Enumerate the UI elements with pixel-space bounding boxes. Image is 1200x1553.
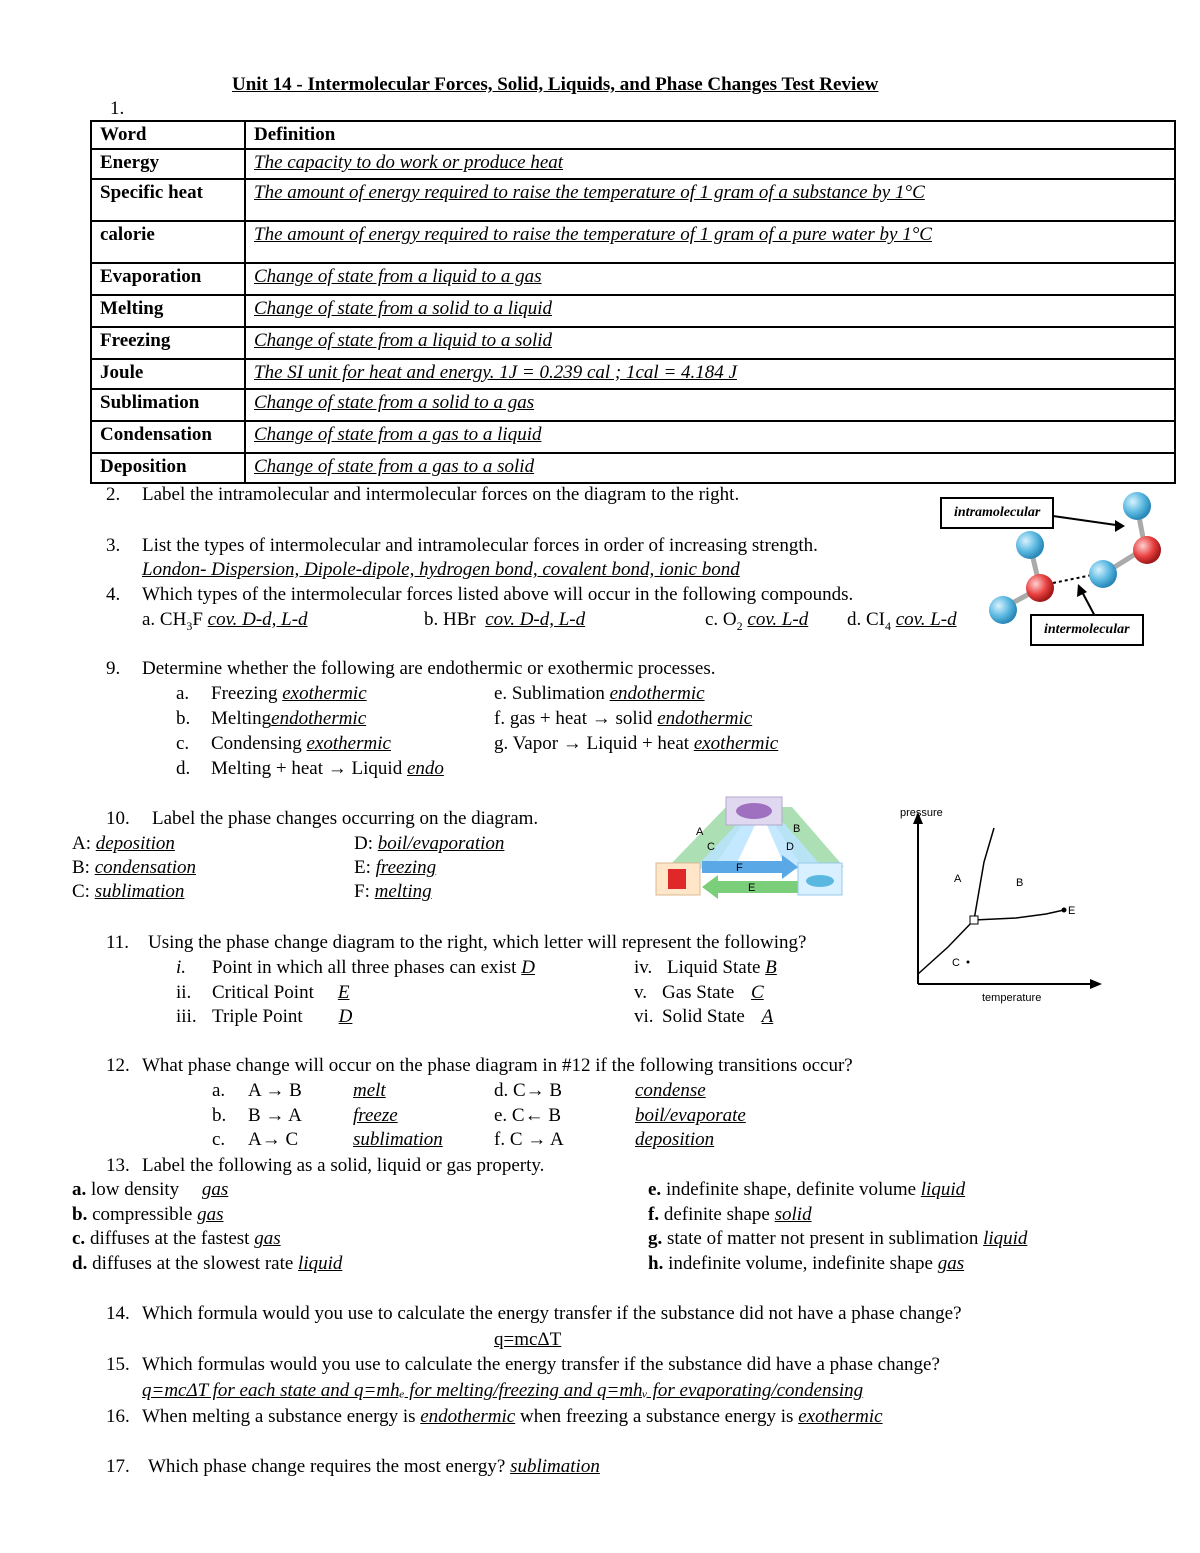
- q12-label-a: a.: [212, 1080, 226, 1101]
- q13-c-label: c.: [72, 1228, 86, 1249]
- q3-text: List the types of intermolecular and intramolecular forces in order of increasing strength.: [142, 535, 818, 556]
- q13-e-text: indefinite shape, definite volume: [661, 1179, 921, 1200]
- q11-iii-text: Triple Point: [212, 1006, 303, 1027]
- table-row: [91, 453, 1175, 483]
- x-axis-arrow-icon: [1090, 979, 1102, 989]
- q10-item-d: [354, 833, 504, 856]
- q13-h-answer: gas: [937, 1253, 965, 1274]
- q10-f-answer: melting: [374, 881, 432, 902]
- gas-icon: [736, 803, 772, 819]
- vocab-word: Melting: [91, 295, 245, 327]
- q11-vi-text: Solid State: [662, 1006, 750, 1027]
- q14-answer: q=mcΔT: [494, 1329, 562, 1350]
- liquid-icon: [806, 875, 834, 887]
- q9-a-answer: exothermic: [282, 683, 367, 704]
- q9-item-e: [494, 683, 705, 706]
- q4-c-answer: cov. L-d: [747, 609, 809, 630]
- q9-label-d: d.: [176, 758, 191, 779]
- q12-item-d: d. C→ B: [494, 1080, 563, 1101]
- vocab-word: Specific heat: [91, 179, 245, 221]
- q10-c-key: C:: [72, 881, 95, 902]
- vocab-word: Freezing: [91, 327, 245, 359]
- q12-label-b: b.: [212, 1105, 227, 1126]
- q11-label-ii: ii.: [176, 982, 192, 1003]
- q12-d-answer: condense: [635, 1080, 706, 1101]
- q11-label-iv: iv.: [634, 957, 653, 978]
- q13-d-answer: liquid: [298, 1253, 343, 1274]
- vocab-word: Sublimation: [91, 389, 245, 421]
- vocab-word: Evaporation: [91, 263, 245, 295]
- q13-b-answer: gas: [197, 1204, 224, 1225]
- q13-item-c: [72, 1228, 281, 1251]
- point-label-e: E: [1068, 905, 1076, 917]
- q13-c-text: diffuses at the fastest: [85, 1228, 255, 1249]
- q2-text: Label the intramolecular and intermolecular forces on the diagram to the right.: [142, 484, 740, 505]
- q13-e-answer: liquid: [920, 1179, 966, 1200]
- q9-item-b: [211, 708, 366, 731]
- arrow-head-icon: [1115, 520, 1125, 532]
- q17-text: Which phase change requires the most energy?: [148, 1456, 511, 1477]
- q9-g-text: g. Vapor → Liquid + heat: [494, 733, 694, 754]
- q15-answer: q=mcΔT for each state and q=mhₑ for melting/freezing and q=mhᵥ for evaporating/condensing: [142, 1380, 864, 1401]
- cycle-letter-c: C: [707, 841, 715, 853]
- q13-f-text: definite shape: [659, 1204, 775, 1225]
- cycle-letter-e: E: [748, 882, 756, 894]
- oxygen-atom: [1026, 574, 1054, 602]
- q17-line: [148, 1456, 600, 1479]
- arrow-head-icon: [1077, 584, 1087, 597]
- q13-e-label: e.: [648, 1179, 662, 1200]
- q12-c-answer: sublimation: [353, 1129, 443, 1150]
- table-row: [91, 421, 1175, 453]
- q13-item-g: [648, 1228, 1027, 1251]
- q10-item-b: [72, 857, 196, 880]
- q9-f-answer: endothermic: [657, 708, 753, 729]
- q13-item-d: [72, 1253, 342, 1276]
- q13-h-text: indefinite volume, indefinite shape: [663, 1253, 938, 1274]
- vocab-definition: Change of state from a liquid to a solid: [245, 327, 1175, 359]
- q13-f-answer: solid: [774, 1204, 812, 1225]
- q13-a-answer: gas: [201, 1179, 229, 1200]
- q16-answer2: exothermic: [798, 1406, 883, 1427]
- vocab-definition: Change of state from a solid to a gas: [245, 389, 1175, 421]
- q12-f-answer: deposition: [635, 1129, 715, 1150]
- table-row: [91, 179, 1175, 221]
- q12-b-answer: freeze: [353, 1105, 398, 1126]
- q16-line: [142, 1406, 883, 1429]
- vocab-word: Energy: [91, 149, 245, 179]
- q13-d-label: d.: [72, 1253, 88, 1274]
- solid-icon: [668, 869, 686, 889]
- q16-text2: when freezing a substance energy is: [515, 1406, 799, 1427]
- table-row: [91, 389, 1175, 421]
- q9-c-answer: exothermic: [306, 733, 391, 754]
- header-word: Word: [91, 121, 245, 149]
- melting-curve: [974, 828, 994, 920]
- q9-text: Determine whether the following are endothermic or exothermic processes.: [142, 658, 716, 679]
- critical-point-e: [1062, 908, 1067, 913]
- q13-item-e: [648, 1179, 965, 1202]
- cycle-letter-a: A: [696, 826, 704, 838]
- q12-e-answer: boil/evaporate: [635, 1105, 746, 1126]
- vaporization-curve: [974, 910, 1064, 920]
- section-label: 1.: [110, 98, 125, 119]
- q10-text: Label the phase changes occurring on the diagram.: [152, 808, 539, 829]
- q11-i-answer: D: [521, 957, 535, 978]
- table-row: [91, 295, 1175, 327]
- q9-c-text: Condensing: [211, 733, 307, 754]
- q2-number: 2.: [106, 484, 121, 505]
- q9-e-text: e. Sublimation: [494, 683, 610, 704]
- q4-a-sub: 3: [186, 618, 193, 633]
- q12-item-e: e. C← B: [494, 1105, 562, 1126]
- vocab-definition: Change of state from a gas to a solid: [245, 453, 1175, 483]
- q11-v-text: Gas State: [662, 982, 740, 1003]
- q9-label-a: a.: [176, 683, 190, 704]
- cycle-letter-f: F: [736, 862, 743, 874]
- q13-c-answer: gas: [254, 1228, 281, 1249]
- q11-item-i: [212, 957, 535, 980]
- q9-item-d: [211, 758, 444, 781]
- q13-h-label: h.: [648, 1253, 664, 1274]
- q11-label-v: v.: [634, 982, 648, 1003]
- hydrogen-atom: [989, 596, 1017, 624]
- arrow-line: [1053, 516, 1123, 526]
- q9-d-text: Melting + heat → Liquid: [211, 758, 407, 779]
- table-row: [91, 263, 1175, 295]
- q12-item-c: A→ C: [248, 1129, 299, 1150]
- q10-e-key: E:: [354, 857, 376, 878]
- q11-iv-text: Liquid State: [667, 957, 766, 978]
- q9-b-text: Melting: [211, 708, 272, 729]
- q9-item-a: [211, 683, 367, 706]
- q4-b-label: b. HBr: [424, 609, 476, 630]
- q9-label-c: c.: [176, 733, 190, 754]
- q9-a-text: Freezing: [211, 683, 283, 704]
- q13-b-text: compressible: [87, 1204, 198, 1225]
- q11-item-iii: [212, 1006, 352, 1029]
- vocab-definition: The capacity to do work or produce heat: [245, 149, 1175, 179]
- point-label-a: A: [954, 873, 962, 885]
- point-label-c: C: [952, 957, 960, 969]
- triple-point-d: [970, 916, 978, 924]
- phase-diagram: [896, 802, 1106, 1007]
- q11-item-v: [662, 982, 764, 1005]
- q9-b-answer: endothermic: [271, 708, 367, 729]
- q4-a-tail: F: [192, 609, 203, 630]
- q11-label-vi: vi.: [634, 1006, 654, 1027]
- q4-c-sub: 2: [736, 618, 743, 633]
- q15-text: Which formulas would you use to calculate the energy transfer if the substance did have a phase change?: [142, 1354, 940, 1375]
- q11-v-answer: C: [751, 982, 764, 1003]
- q11-iii-answer: D: [338, 1006, 353, 1027]
- q13-f-label: f.: [648, 1204, 660, 1225]
- table-row: [91, 359, 1175, 389]
- vocab-definition: Change of state from a gas to a liquid: [245, 421, 1175, 453]
- table-row: [91, 221, 1175, 263]
- q10-b-key: B:: [72, 857, 95, 878]
- q4-a-label: a. CH: [142, 609, 187, 630]
- q13-b-label: b.: [72, 1204, 88, 1225]
- vocab-table: [90, 120, 1176, 484]
- cycle-letter-d: D: [786, 841, 794, 853]
- q10-number: 10.: [106, 808, 130, 829]
- q10-item-f: [354, 881, 432, 904]
- q11-text: Using the phase change diagram to the right, which letter will represent the following?: [148, 932, 807, 953]
- q11-item-ii: [212, 982, 349, 1005]
- page-title: Unit 14 - Intermolecular Forces, Solid, Liquids, and Phase Changes Test Review: [232, 74, 879, 95]
- q9-d-answer: endo: [406, 758, 444, 779]
- vocab-definition: The amount of energy required to raise the temperature of 1 gram of a pure water by 1°C: [245, 221, 1175, 263]
- q11-ii-text: Critical Point: [212, 982, 314, 1003]
- q4-d-sub: 4: [885, 618, 891, 633]
- phase-diagram-xlabel: temperature: [982, 992, 1042, 1004]
- q9-item-f: [494, 708, 752, 731]
- q13-item-b: [72, 1204, 224, 1227]
- q11-label-i: i.: [176, 957, 187, 978]
- table-row: [91, 149, 1175, 179]
- q9-item-g: [494, 733, 778, 756]
- intermolecular-label: intermolecular: [1030, 614, 1144, 646]
- q13-g-label: g.: [648, 1228, 663, 1249]
- q9-f-text: f. gas + heat → solid: [494, 708, 658, 729]
- q16-text1: When melting a substance energy is: [142, 1406, 421, 1427]
- q13-g-answer: liquid: [983, 1228, 1028, 1249]
- q9-number: 9.: [106, 658, 121, 679]
- table-row: [91, 327, 1175, 359]
- q12-a-answer: melt: [353, 1080, 386, 1101]
- q4-item-b: [424, 609, 585, 632]
- point-c: [967, 961, 970, 964]
- q10-c-answer: sublimation: [94, 881, 185, 902]
- q9-item-c: [211, 733, 391, 756]
- q17-answer: sublimation: [510, 1456, 600, 1477]
- hydrogen-atom: [1123, 492, 1151, 520]
- q4-item-a: [142, 609, 308, 633]
- q4-c-label: c. O: [705, 609, 737, 630]
- q4-number: 4.: [106, 584, 121, 605]
- q13-d-text: diffuses at the slowest rate: [87, 1253, 299, 1274]
- vocab-word: Joule: [91, 359, 245, 389]
- q3-answer: London- Dispersion, Dipole-dipole, hydrogen bond, covalent bond, ionic bond: [142, 559, 740, 580]
- vocab-word: Condensation: [91, 421, 245, 453]
- vocab-definition: Change of state from a liquid to a gas: [245, 263, 1175, 295]
- q3-number: 3.: [106, 535, 121, 556]
- oxygen-atom: [1133, 536, 1161, 564]
- q4-d-answer: cov. L-d: [895, 609, 957, 630]
- sublimation-curve: [918, 920, 974, 974]
- q10-f-key: F:: [354, 881, 375, 902]
- q10-item-c: [72, 881, 184, 904]
- vocab-definition: The SI unit for heat and energy. 1J = 0.239 cal ; 1cal = 4.184 J: [245, 359, 1175, 389]
- q17-number: 17.: [106, 1456, 130, 1477]
- q10-b-answer: condensation: [94, 857, 197, 878]
- q11-i-text: Point in which all three phases can exist: [212, 957, 522, 978]
- q16-number: 16.: [106, 1406, 130, 1427]
- q10-a-key: A:: [72, 833, 96, 854]
- q13-a-label: a.: [72, 1179, 87, 1200]
- q12-item-b: B → A: [248, 1105, 302, 1126]
- q4-d-label: d. CI: [847, 609, 885, 630]
- q10-e-answer: freezing: [375, 857, 437, 878]
- q11-item-iv: [667, 957, 777, 980]
- q13-g-text: state of matter not present in sublimation: [662, 1228, 984, 1249]
- q11-number: 11.: [106, 932, 130, 953]
- q10-item-e: [354, 857, 436, 880]
- phase-cycle-diagram: [652, 795, 847, 900]
- table-header-row: [91, 121, 1175, 149]
- q10-item-a: [72, 833, 175, 856]
- q14-number: 14.: [106, 1303, 130, 1324]
- q10-a-answer: deposition: [95, 833, 175, 854]
- q13-a-text: low density: [86, 1179, 184, 1200]
- header-definition: Definition: [245, 121, 1175, 149]
- phase-diagram-ylabel: pressure: [900, 807, 943, 819]
- hydrogen-atom: [1089, 560, 1117, 588]
- q4-text: Which types of the intermolecular forces listed above will occur in the following compounds.: [142, 584, 854, 605]
- intramolecular-label: intramolecular: [940, 497, 1054, 529]
- vocab-word: Deposition: [91, 453, 245, 483]
- q10-d-key: D:: [354, 833, 378, 854]
- q9-e-answer: endothermic: [609, 683, 705, 704]
- q4-b-answer: cov. D-d, L-d: [485, 609, 586, 630]
- q12-item-a: A → B: [248, 1080, 302, 1101]
- q14-text: Which formula would you use to calculate the energy transfer if the substance did not have a phase change?: [142, 1303, 962, 1324]
- q12-number: 12.: [106, 1055, 130, 1076]
- q11-item-vi: [662, 1006, 773, 1029]
- q13-item-h: [648, 1253, 964, 1276]
- vocab-definition: Change of state from a solid to a liquid: [245, 295, 1175, 327]
- q11-iv-answer: B: [765, 957, 777, 978]
- vocab-definition: The amount of energy required to raise the temperature of 1 gram of a substance by 1°C: [245, 179, 1175, 221]
- q9-label-b: b.: [176, 708, 191, 729]
- q4-a-answer: cov. D-d, L-d: [207, 609, 308, 630]
- q13-number: 13.: [106, 1155, 130, 1176]
- q10-d-answer: boil/evaporation: [377, 833, 505, 854]
- q4-item-c: [705, 609, 808, 633]
- q11-label-iii: iii.: [176, 1006, 197, 1027]
- q12-item-f: f. C → A: [494, 1129, 564, 1150]
- q13-item-a: [72, 1179, 228, 1202]
- q9-g-answer: exothermic: [693, 733, 779, 754]
- q12-text: What phase change will occur on the phase diagram in #12 if the following transitions occur?: [142, 1055, 853, 1076]
- hydrogen-atom: [1016, 531, 1044, 559]
- q12-label-c: c.: [212, 1129, 226, 1150]
- q15-number: 15.: [106, 1354, 130, 1375]
- vocab-word: calorie: [91, 221, 245, 263]
- point-label-b: B: [1016, 877, 1024, 889]
- q13-text: Label the following as a solid, liquid or gas property.: [142, 1155, 545, 1176]
- q13-item-f: [648, 1204, 812, 1227]
- q16-answer1: endothermic: [420, 1406, 516, 1427]
- cycle-letter-b: B: [793, 823, 801, 835]
- q11-ii-answer: E: [337, 982, 350, 1003]
- q4-item-d: [847, 609, 957, 633]
- q11-vi-answer: A: [761, 1006, 774, 1027]
